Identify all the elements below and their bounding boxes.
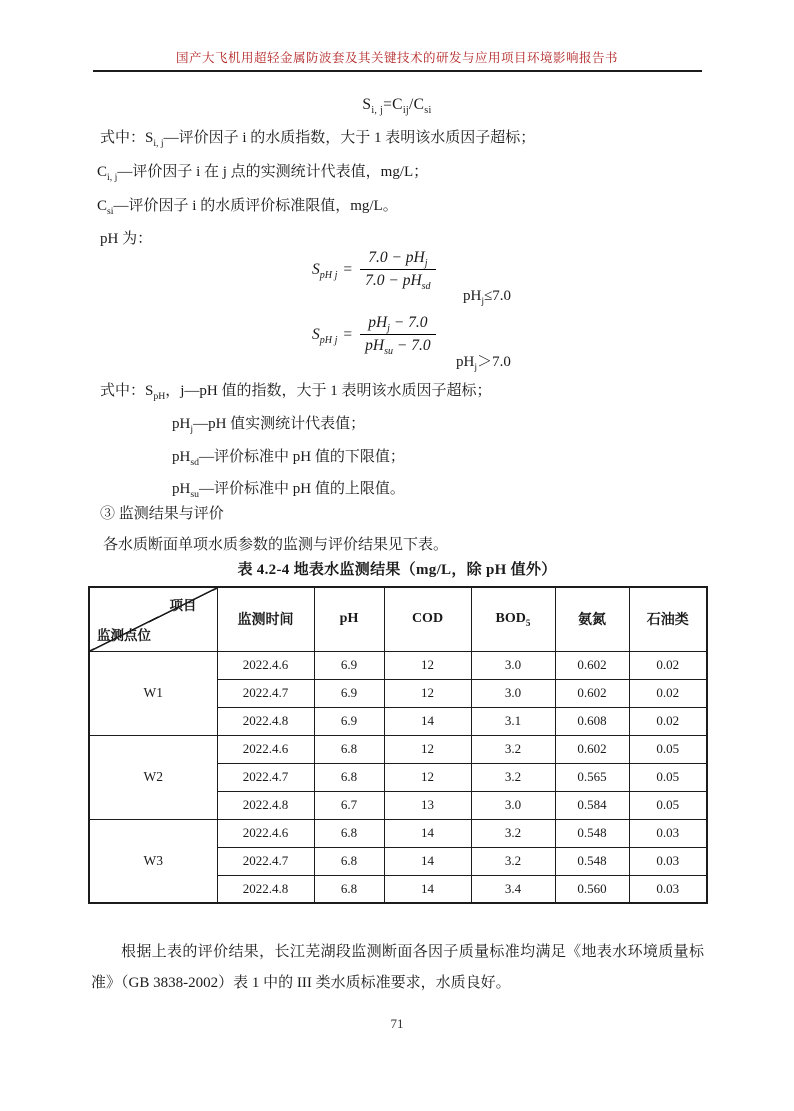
subscript: j — [424, 258, 428, 270]
table-cell: 3.2 — [471, 819, 555, 847]
definition-line-cij: $C_{i, j}—$评价因子 i 在 j 点的实测统计代表值，mg/L； — [97, 164, 429, 183]
table-cell: 6.8 — [314, 819, 384, 847]
table-row — [89, 819, 707, 847]
table-cell: 0.05 — [629, 763, 707, 791]
table-cell: 0.03 — [629, 847, 707, 875]
col-header-ph: pH — [314, 587, 384, 651]
table-cell: 3.1 — [471, 707, 555, 735]
definition-line-sij: 式中：$S_{i, j}—$评价因子 i 的水质指数，大于 1 表明该水质因子超标； — [100, 130, 536, 149]
table-cell: 3.4 — [471, 875, 555, 903]
site-cell-w3: W3 — [89, 819, 217, 903]
table-cell: 13 — [384, 791, 471, 819]
table-cell: 0.602 — [555, 735, 629, 763]
table-cell: 2022.4.7 — [217, 847, 314, 875]
subscript: i, j — [107, 172, 118, 183]
table-cell: 0.05 — [629, 791, 707, 819]
page-header-title: 国产大飞机用超轻金属防波套及其关键技术的研发与应用项目环境影响报告书 — [175, 51, 618, 65]
col-header-petroleum: 石油类 — [629, 587, 707, 651]
table-cell: 6.9 — [314, 679, 384, 707]
subscript: si — [107, 206, 114, 217]
definition-line-phsu: $pH_{su}—$评价标准中 pH 值的上限值。 — [172, 481, 405, 500]
table-cell: 3.0 — [471, 679, 555, 707]
table-cell: 6.7 — [314, 791, 384, 819]
site-cell-w2: W2 — [89, 735, 217, 819]
definition-line-phsd: $pH_{sd}—$评价标准中 pH 值的下限值； — [172, 449, 405, 468]
table-cell: 2022.4.6 — [217, 735, 314, 763]
table-cell: 0.602 — [555, 679, 629, 707]
table-intro-line: 各水质断面单项水质参数的监测与评价结果见下表。 — [103, 537, 449, 553]
table-cell: 3.0 — [471, 791, 555, 819]
table-cell: 2022.4.6 — [217, 651, 314, 679]
table-cell: 14 — [384, 707, 471, 735]
table-cell: 6.8 — [314, 763, 384, 791]
subscript: si — [424, 105, 432, 117]
table-cell: 0.608 — [555, 707, 629, 735]
table-cell: 6.9 — [314, 651, 384, 679]
subscript: ij — [402, 105, 410, 117]
subscript: su — [190, 489, 200, 500]
col-header-ammonia: 氨氮 — [555, 587, 629, 651]
fraction: $\frac{7.0 - pH_j}{7.0 - pH_{sd}}$ — [360, 249, 435, 290]
table-cell: 3.2 — [471, 763, 555, 791]
col-header-bod5: $BOD_5$ — [471, 587, 555, 651]
table-cell: 12 — [384, 763, 471, 791]
definition-line-phj: $pH_j—pH$ 值实测统计代表值； — [172, 416, 366, 435]
table-cell: 12 — [384, 651, 471, 679]
table-cell: 2022.4.7 — [217, 679, 314, 707]
table-cell: 3.2 — [471, 847, 555, 875]
table-cell: 2022.4.6 — [217, 819, 314, 847]
table-header-row — [89, 587, 707, 651]
definition-line-csi: $C_{si}—$评价因子 i 的水质评价标准限值，mg/L。 — [97, 198, 398, 217]
subscript: sd — [421, 281, 431, 293]
formula-ph-low: $S_{pH j}$ = $\frac{7.0 - pH_j}{7.0 - pH_{sd}}$ — [312, 249, 436, 290]
table-cell: 0.02 — [629, 651, 707, 679]
table-cell: 0.02 — [629, 679, 707, 707]
subscript: sd — [190, 457, 200, 468]
condition-ph-high: $pH_j>7.0$ — [456, 354, 511, 373]
definition-line-sph: 式中：$S_{pH}$，j—pH 值的指数，大于 1 表明该水质因子超标； — [100, 383, 492, 402]
table-cell: 2022.4.8 — [217, 707, 314, 735]
table-corner-cell — [89, 587, 217, 651]
surface-water-monitoring-table — [88, 586, 708, 904]
subscript: pH — [153, 391, 166, 402]
table-cell: 14 — [384, 819, 471, 847]
conclusion-paragraph: 根据上表的评价结果，长江芜湖段监测断面各因子质量标准均满足《地表水环境质量标准》（GB 3838-2002）表 1 中的 III 类水质标准要求，水质良好。 — [91, 944, 704, 991]
subscript: su — [384, 346, 394, 358]
table-cell: 2022.4.7 — [217, 763, 314, 791]
table-cell: 0.05 — [629, 735, 707, 763]
table-cell: 6.8 — [314, 847, 384, 875]
table-cell: 0.560 — [555, 875, 629, 903]
corner-label-site: 监测点位 — [97, 627, 151, 643]
table-caption: 表 4.2-4 地表水监测结果（mg/L，除 pH 值外） — [237, 562, 557, 578]
subscript: j — [190, 424, 194, 435]
site-cell-w1: W1 — [89, 651, 217, 735]
page-number: 71 — [390, 1016, 404, 1031]
section-heading-monitoring: ③ 监测结果与评价 — [100, 506, 224, 522]
table-row — [89, 735, 707, 763]
formula-ph-high: $S_{pH j}$ = $\frac{pH_j - 7.0}{pH_{su} - 7.0}$ — [312, 314, 436, 355]
table-cell: 2022.4.8 — [217, 791, 314, 819]
subscript: i, j — [153, 138, 164, 149]
ph-intro-line: pH 为： — [100, 231, 153, 247]
col-header-time: 监测时间 — [217, 587, 314, 651]
table-cell: 0.584 — [555, 791, 629, 819]
table-cell: 6.8 — [314, 875, 384, 903]
table-cell: 12 — [384, 679, 471, 707]
table-cell: 3.2 — [471, 735, 555, 763]
table-cell: 0.02 — [629, 707, 707, 735]
subscript: pH j — [319, 334, 338, 346]
table-cell: 0.548 — [555, 819, 629, 847]
corner-label-item: 项目 — [169, 598, 197, 613]
formula-water-quality-index: $S_{i, j}=C_{ij}/C_{si}$ — [362, 96, 432, 117]
table-cell: 0.03 — [629, 875, 707, 903]
table-cell: 14 — [384, 847, 471, 875]
table-cell: 2022.4.8 — [217, 875, 314, 903]
table-cell: 3.0 — [471, 651, 555, 679]
header-divider — [93, 70, 702, 72]
col-header-cod: COD — [384, 587, 471, 651]
table-cell: 0.548 — [555, 847, 629, 875]
subscript: j — [387, 323, 390, 335]
subscript: j — [474, 362, 478, 373]
table-row — [89, 651, 707, 679]
subscript: i, j — [371, 105, 384, 117]
table-cell: 6.8 — [314, 735, 384, 763]
subscript: j — [481, 296, 485, 307]
fraction: $\frac{pH_j - 7.0}{pH_{su} - 7.0}$ — [360, 314, 436, 355]
table-cell: 0.565 — [555, 763, 629, 791]
table-cell: 0.03 — [629, 819, 707, 847]
table-cell: 14 — [384, 875, 471, 903]
subscript: pH j — [319, 269, 338, 281]
table-cell: 6.9 — [314, 707, 384, 735]
condition-ph-low: $pH_j\le 7.0$ — [463, 288, 512, 307]
subscript: 5 — [525, 618, 531, 629]
table-cell: 0.602 — [555, 651, 629, 679]
table-cell: 12 — [384, 735, 471, 763]
